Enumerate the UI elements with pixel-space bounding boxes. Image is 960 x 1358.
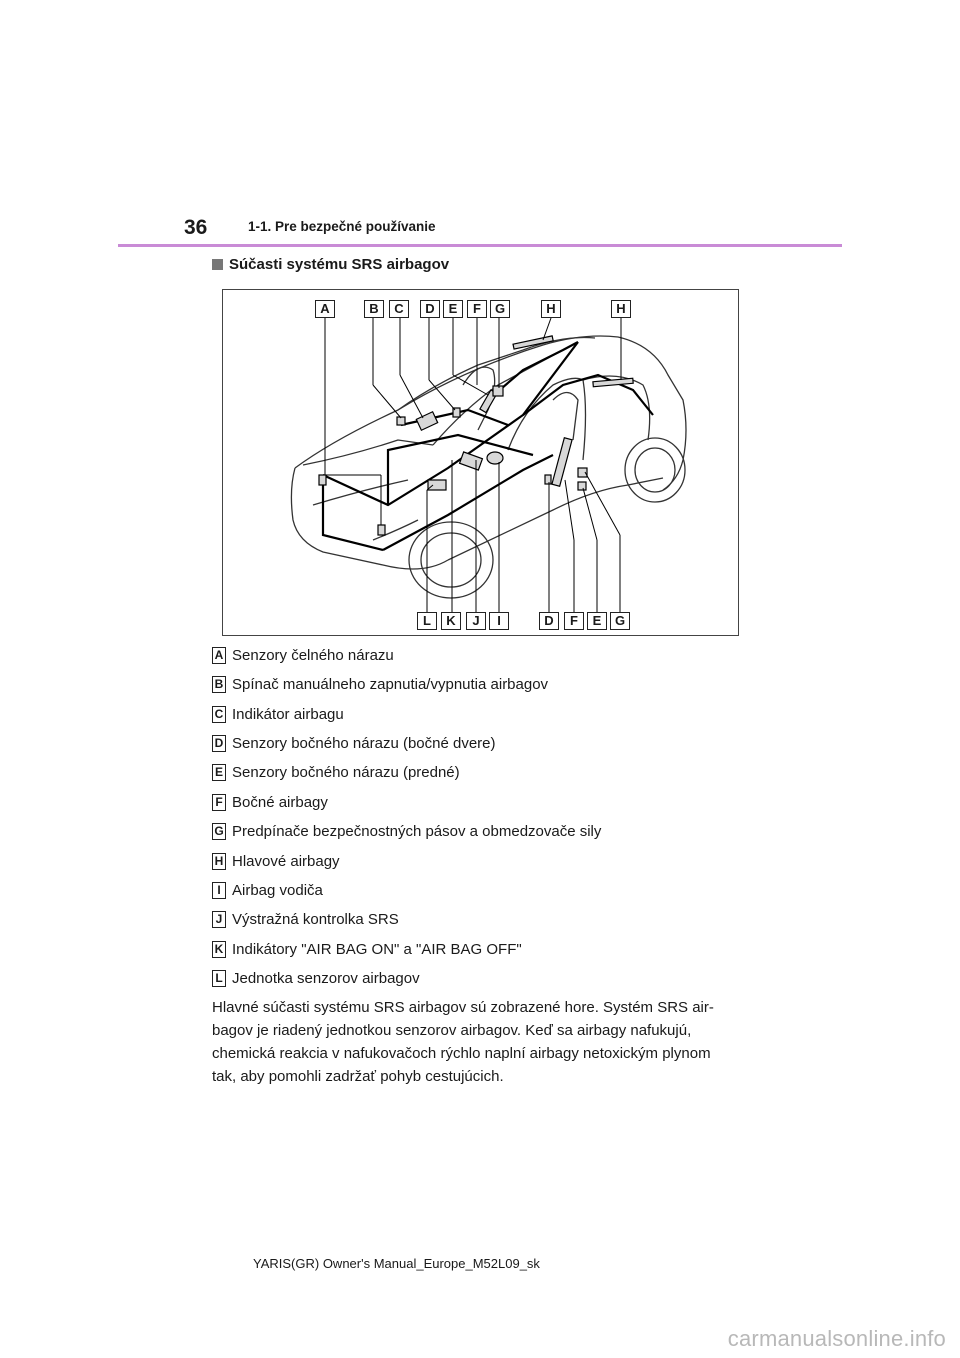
callout-label: D bbox=[420, 300, 440, 318]
callout-label: C bbox=[389, 300, 409, 318]
legend-letter: A bbox=[212, 647, 226, 664]
callout-label: D bbox=[539, 612, 559, 630]
callout-label: E bbox=[443, 300, 463, 318]
legend-item bbox=[212, 792, 328, 812]
chapter-title: 1-1. Pre bezpečné používanie bbox=[248, 219, 436, 234]
callout-label: K bbox=[441, 612, 461, 630]
paragraph-line: Hlavné súčasti systému SRS airbagov sú zobrazené hore. Systém SRS air- bbox=[212, 999, 714, 1016]
callout-label: G bbox=[490, 300, 510, 318]
legend-text: Indikátor airbagu bbox=[232, 705, 344, 723]
legend-letter: I bbox=[212, 882, 226, 899]
callout-label: F bbox=[564, 612, 584, 630]
legend-text: Jednotka senzorov airbagov bbox=[232, 969, 420, 987]
callout-label: B bbox=[364, 300, 384, 318]
legend-text: Indikátory "AIR BAG ON" a "AIR BAG OFF" bbox=[232, 940, 522, 958]
legend-item bbox=[212, 880, 323, 900]
legend-text: Hlavové airbagy bbox=[232, 852, 340, 870]
callout-label: H bbox=[611, 300, 631, 318]
car-illustration bbox=[223, 290, 740, 637]
legend-letter: E bbox=[212, 764, 226, 781]
legend-item bbox=[212, 821, 601, 841]
callout-label: E bbox=[587, 612, 607, 630]
watermark: carmanualsonline.info bbox=[727, 1326, 946, 1351]
description-paragraph bbox=[212, 996, 757, 1088]
legend-letter: H bbox=[212, 853, 226, 870]
legend-letter: L bbox=[212, 970, 226, 987]
legend-letter: B bbox=[212, 676, 226, 693]
legend-text: Bočné airbagy bbox=[232, 793, 328, 811]
legend-text: Výstražná kontrolka SRS bbox=[232, 910, 399, 928]
legend-letter: F bbox=[212, 794, 226, 811]
legend-text: Predpínače bezpečnostných pásov a obmedzovače sily bbox=[232, 822, 602, 840]
callout-label: J bbox=[466, 612, 486, 630]
legend-letter: K bbox=[212, 941, 226, 958]
page-number: 36 bbox=[184, 216, 208, 239]
legend-text: Senzory bočného nárazu (predné) bbox=[232, 763, 460, 781]
paragraph-line: bagov je riadený jednotkou senzorov airbagov. Keď sa airbagy nafukujú, bbox=[212, 1022, 692, 1039]
section-bullet-icon bbox=[212, 259, 223, 270]
legend-item bbox=[212, 939, 522, 959]
callout-label: I bbox=[489, 612, 509, 630]
legend-letter: G bbox=[212, 823, 226, 840]
legend-item bbox=[212, 704, 344, 724]
legend-item bbox=[212, 674, 548, 694]
legend-letter: D bbox=[212, 735, 226, 752]
legend-letter: C bbox=[212, 706, 226, 723]
section-heading bbox=[212, 256, 449, 273]
section-title: Súčasti systému SRS airbagov bbox=[229, 256, 450, 273]
legend-item bbox=[212, 968, 420, 988]
legend-item bbox=[212, 909, 399, 929]
paragraph-line: chemická reakcia v nafukovačoch rýchlo naplní airbagy netoxickým plynom bbox=[212, 1045, 711, 1062]
legend-letter: J bbox=[212, 911, 226, 928]
callout-label: F bbox=[467, 300, 487, 318]
legend-text: Senzory čelného nárazu bbox=[232, 646, 394, 664]
callout-label: L bbox=[417, 612, 437, 630]
callout-label: H bbox=[541, 300, 561, 318]
callout-label: A bbox=[315, 300, 335, 318]
legend-text: Senzory bočného nárazu (bočné dvere) bbox=[232, 734, 496, 752]
legend-text: Airbag vodiča bbox=[232, 881, 323, 899]
legend-item bbox=[212, 645, 394, 665]
legend-item bbox=[212, 733, 496, 753]
airbag-diagram bbox=[222, 289, 739, 636]
paragraph-line: tak, aby pomohli zadržať pohyb cestujúcich. bbox=[212, 1068, 504, 1085]
callout-label: G bbox=[610, 612, 630, 630]
page-footer: YARIS(GR) Owner's Manual_Europe_M52L09_sk bbox=[253, 1256, 540, 1271]
legend-item bbox=[212, 762, 460, 782]
legend-item bbox=[212, 851, 340, 871]
header-rule bbox=[118, 244, 842, 247]
legend-text: Spínač manuálneho zapnutia/vypnutia airbagov bbox=[232, 675, 549, 693]
